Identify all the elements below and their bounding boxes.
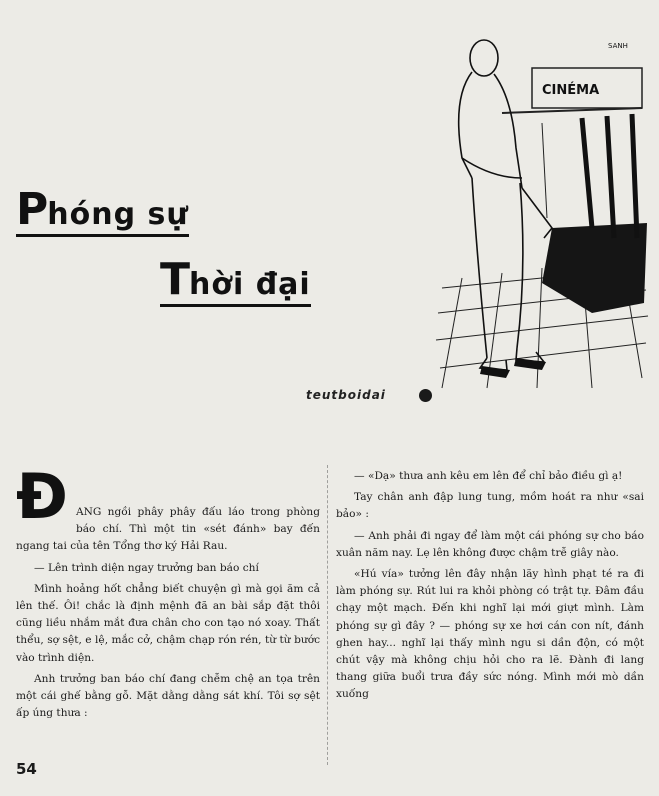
cinema-sign: CINÉMA (542, 83, 600, 98)
article-column-right (336, 468, 644, 708)
artist-signature: SANH (608, 42, 628, 50)
paragraph: «Hú vía» tưởng lên đây nhận lãy hình phạt té ra đi làm phóng sự. Rút lui ra khỏi phòng có trật tự. Đâm đầu chạy một mạch. Đến khi nghĩ lại mới giựt mình. Làm phóng sự gì đây ? — phóng sự xe hơi cán con nít, đánh ghen hay... nghĩ lại thấy mình ngu si dần độn, có một chút vậy mà không chịu hỏi cho ra lẽ. Đành đi lang thang giữa buổi trưa đầy sức nóng. Mình mới mò dần xuống (336, 568, 644, 701)
paragraph: — Lên trình diện ngay trưởng ban báo chí (34, 561, 259, 574)
paragraph-lead (16, 460, 320, 556)
article-column-left (16, 460, 320, 726)
paragraph: Anh trưởng ban báo chí đang chễm chệ an tọa trên một cái ghế bằng gỗ. Mặt dằng dằng sát khí. Tôi sợ sệt ấp úng thưa : (16, 672, 320, 720)
paragraph: — «Dạ» thưa anh kêu em lên để chỉ bảo điều gì ạ! (354, 470, 623, 482)
paragraph-text: ANG ngồi phây phây đấu láo trong phòng báo chí. Thì một tin «sét đánh» bay đến ngang tai của tên Tổng thơ ký Hải Rau. (16, 506, 320, 553)
man-figure (459, 40, 552, 370)
column-fold-line (327, 465, 328, 765)
drop-cap: Đ (16, 460, 68, 533)
paragraph: — Anh phải đi ngay để làm một cái phóng sự cho báo xuân năm nay. Lẹ lên không được chậm trễ giây nào. (336, 529, 644, 559)
page-number: 54 (16, 760, 37, 778)
paragraph: Mình hoảng hốt chẳng biết chuyện gì mà gọi ăm cả lên thế. Ôi! chắc là định mệnh đã an bài sắp đặt thôi cũng liều nhắm mắt đưa chân cho con tạo nó xoay. Thất thểu, sợ sệt, e lệ, mắc cở, chậm chạp rón rén, từ từ bước vào trình diện. (16, 582, 320, 664)
title-line-1 (16, 184, 189, 237)
author-emblem-icon (419, 389, 432, 402)
title-2-initial: T (160, 254, 190, 305)
author-byline: teutboidai (306, 388, 386, 402)
cinema-illustration (432, 28, 652, 398)
title-2-rest: hời đại (189, 267, 311, 302)
title-1-rest: hóng sự (47, 197, 189, 232)
title-1-initial: P (16, 184, 48, 235)
paragraph: Tay chân anh đập lung tung, mồm hoát ra như «sai bảo» : (336, 491, 644, 521)
title-line-2 (160, 254, 311, 307)
